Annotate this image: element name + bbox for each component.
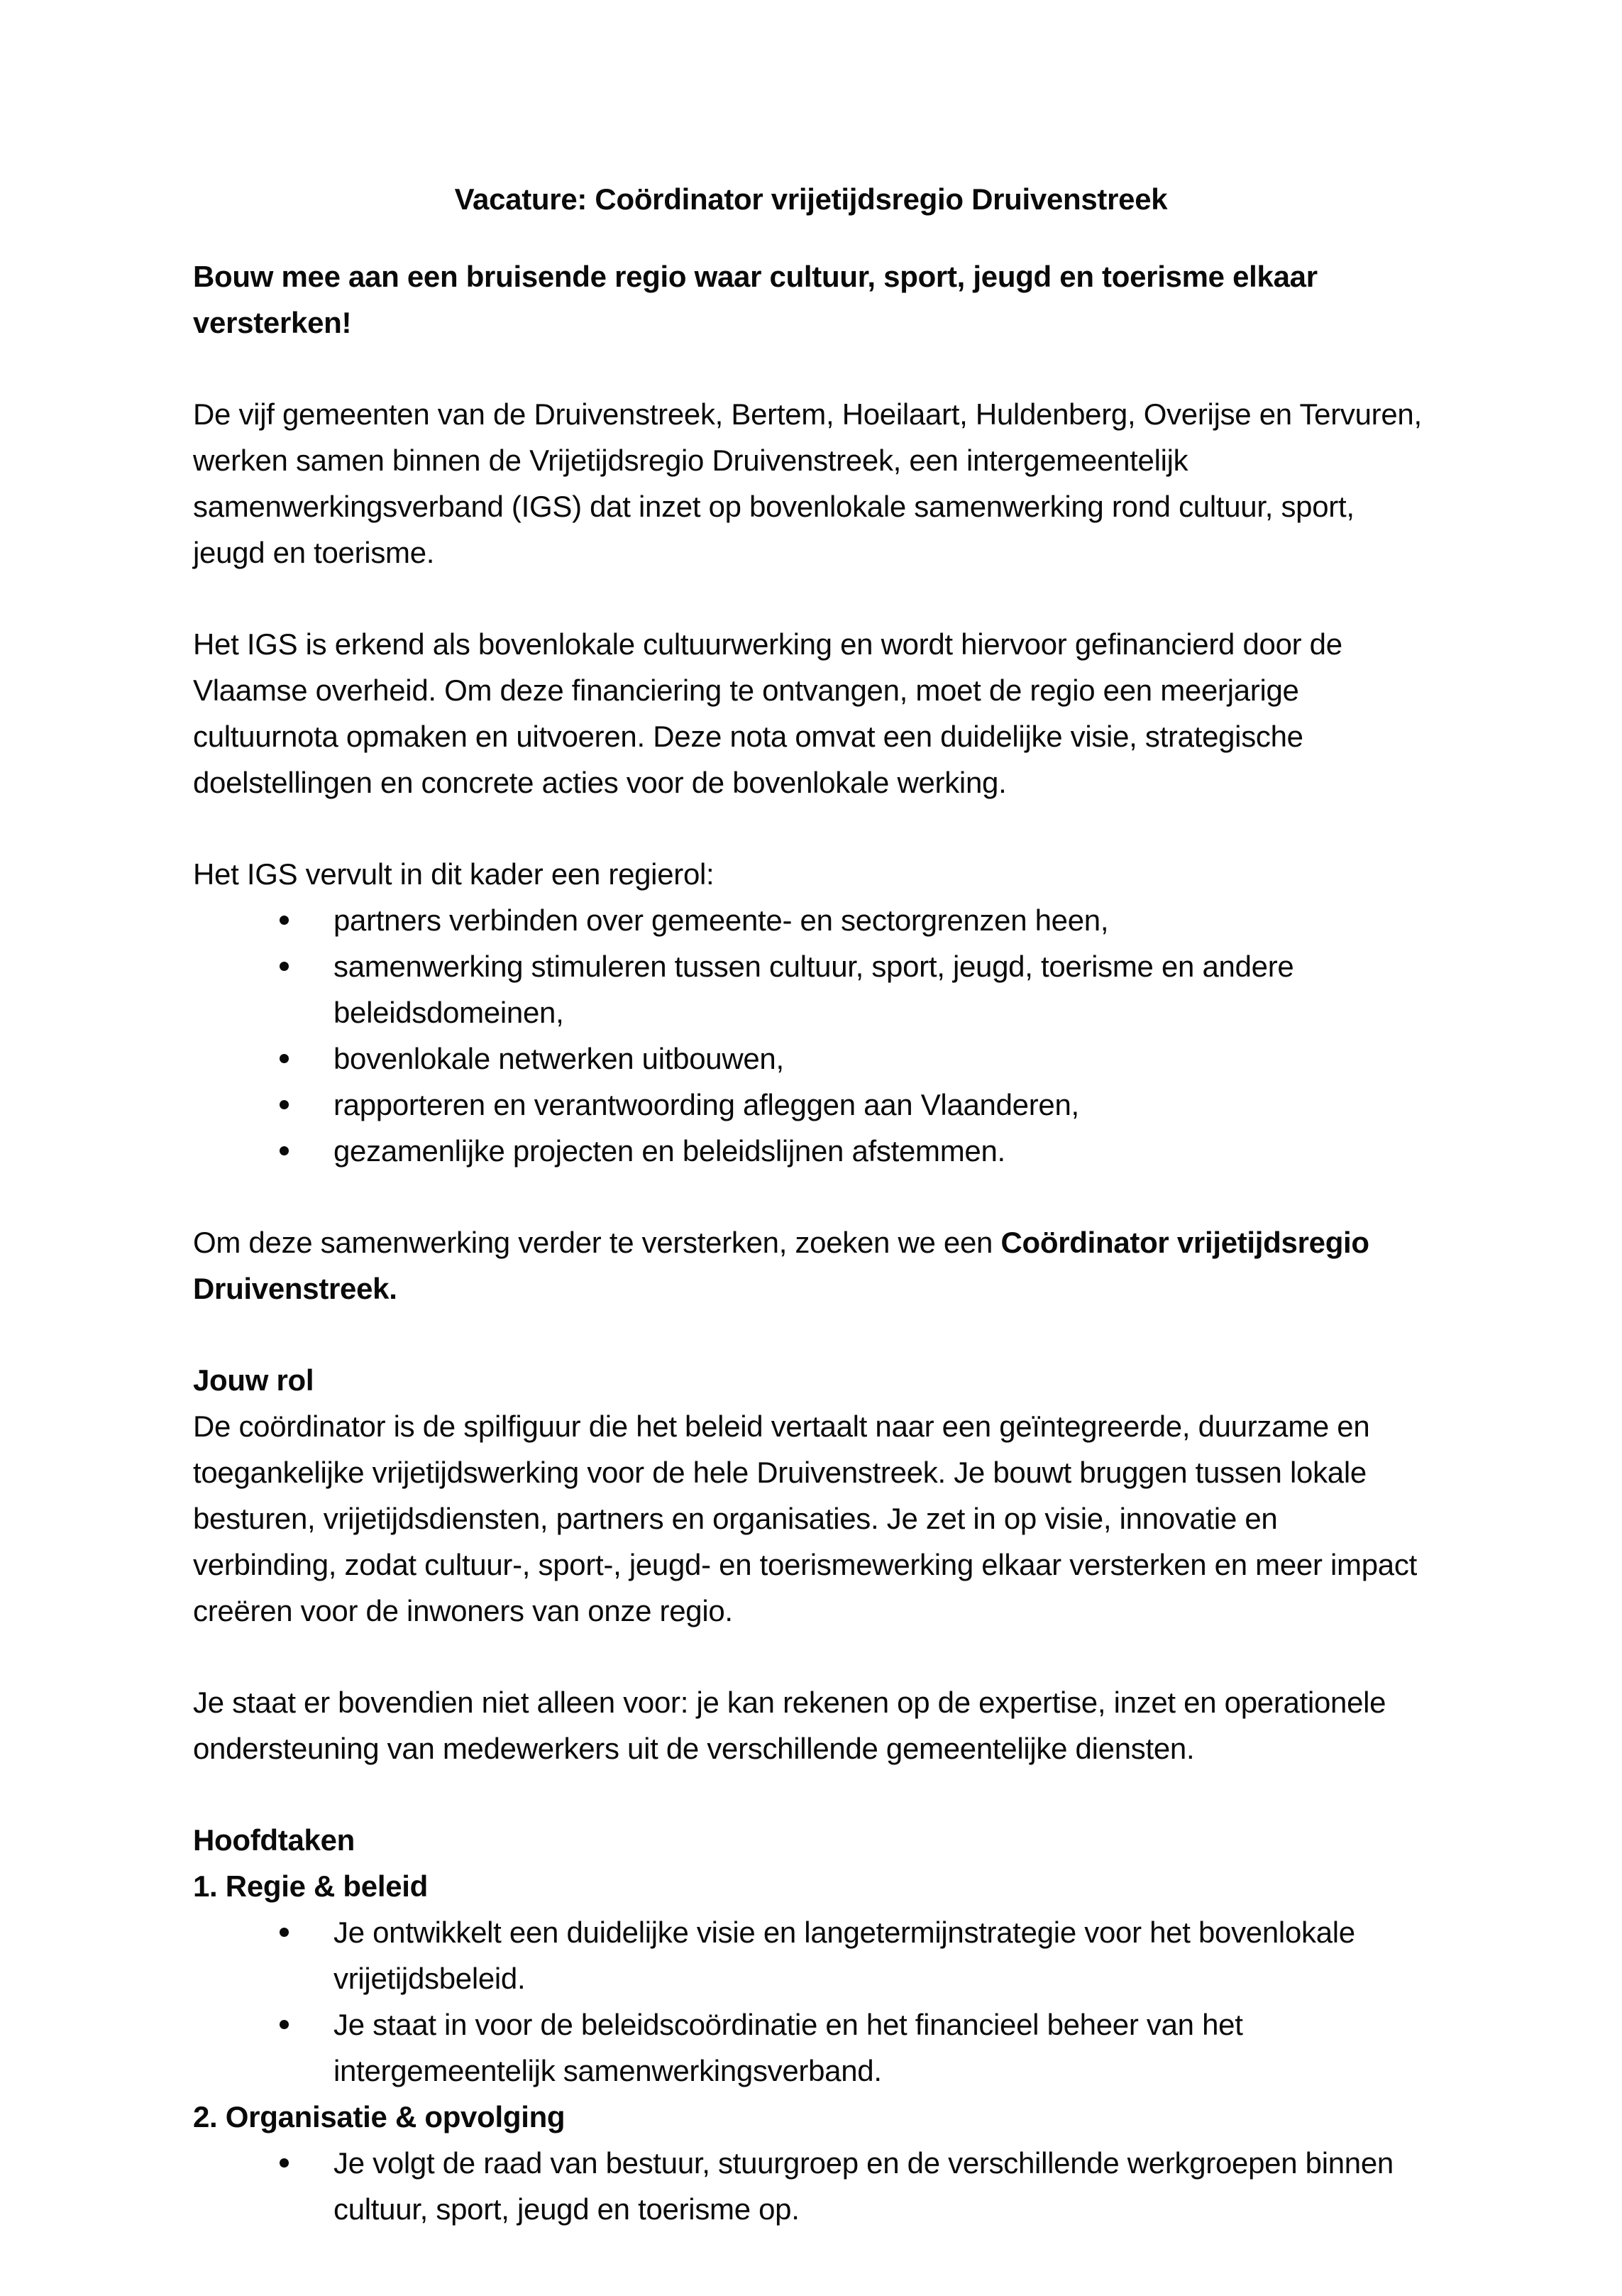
list-item	[193, 1036, 1429, 1082]
list-item	[193, 1082, 1429, 1128]
task-section-2-title: 2. Organisatie & opvolging	[193, 2100, 566, 2133]
bullet-icon	[280, 1146, 289, 1155]
list-item-text: Je staat in voor de beleidscoördinatie en het financieel beheer van het intergemeentelijk samenwerkingsverband.	[333, 2008, 1243, 2087]
jouw-rol-heading: Jouw rol	[193, 1363, 314, 1397]
list-item	[193, 897, 1429, 943]
regierol-intro: Het IGS vervult in dit kader een regierol:	[193, 857, 715, 891]
list-item-text: bovenlokale netwerken uitbouwen,	[333, 1042, 784, 1075]
list-item	[193, 2140, 1429, 2232]
task-section-1-title: 1. Regie & beleid	[193, 1869, 429, 1903]
jouw-rol-paragraph: De coördinator is de spilfiguur die het beleid vertaalt naar een geïntegreerde, duurzame en toegankelijke vrijetijdswerking voor de hele Druivenstreek. Je bouwt bruggen tussen lokale besturen, vrijetijdsdiensten, partners en organisaties. Je zet in op visie, innovatie en verbinding, zodat cultuur-, sport-, jeugd- en toerismewerking elkaar versterken en meer impact creëren voor de inwoners van onze regio.	[193, 1410, 1417, 1627]
list-item-text: Je ontwikkelt een duidelijke visie en langetermijnstrategie voor het bovenlokale vrijetijdsbeleid.	[333, 1916, 1355, 1995]
list-item	[193, 943, 1429, 1036]
list-item-text: partners verbinden over gemeente- en sectorgrenzen heen,	[333, 903, 1109, 937]
bullet-icon	[280, 1100, 289, 1109]
region-paragraph: De vijf gemeenten van de Druivenstreek, Bertem, Hoeilaart, Huldenberg, Overijse en Tervuren, werken samen binnen de Vrijetijdsregio Druivenstreek, een intergemeentelijk samenwerkingsverband (IGS) dat inzet op bovenlokale samenwerking rond cultuur, sport, jeugd en toerisme.	[193, 397, 1422, 569]
list-item-text: gezamenlijke projecten en beleidslijnen afstemmen.	[333, 1134, 1005, 1168]
bullet-icon	[280, 962, 289, 971]
list-item-text: Je volgt de raad van bestuur, stuurgroep en de verschillende werkgroepen binnen cultuur, sport, jeugd en toerisme op.	[333, 2146, 1394, 2226]
list-item-text: samenwerking stimuleren tussen cultuur, sport, jeugd, toerisme en andere beleidsdomeinen,	[333, 950, 1294, 1029]
task-list-2	[193, 2140, 1429, 2232]
igs-paragraph: Het IGS is erkend als bovenlokale cultuurwerking en wordt hiervoor gefinancierd door de Vlaamse overheid. Om deze financiering te ontvangen, moet de regio een meerjarige cultuurnota opmaken en uitvoeren. Deze nota omvat een duidelijke visie, strategische doelstellingen en concrete acties voor de bovenlokale werking.	[193, 627, 1342, 799]
list-item	[193, 2001, 1429, 2094]
bullet-icon	[280, 2158, 289, 2168]
vacancy-text-normal: Om deze samenwerking verder te versterken, zoeken we een	[193, 1226, 1001, 1259]
hoofdtaken-heading: Hoofdtaken	[193, 1823, 355, 1857]
intro-paragraph: Bouw mee aan een bruisende regio waar cultuur, sport, jeugd en toerisme elkaar versterken!	[193, 260, 1318, 339]
task-list-1	[193, 1909, 1429, 2094]
bullet-icon	[280, 1054, 289, 1063]
vacancy-text-bold: Coördinator vrijetijdsregio Druivenstreek.	[193, 1226, 1369, 1305]
list-item	[193, 1909, 1429, 2001]
document-title: Vacature: Coördinator vrijetijdsregio Druivenstreek	[454, 182, 1168, 216]
list-item-text: rapporteren en verantwoording afleggen aan Vlaanderen,	[333, 1088, 1079, 1121]
bullet-icon	[280, 916, 289, 925]
vacancy-paragraph	[193, 1219, 1429, 1312]
support-paragraph: Je staat er bovendien niet alleen voor: je kan rekenen op de expertise, inzet en operationele ondersteuning van medewerkers uit de verschillende gemeentelijke diensten.	[193, 1686, 1386, 1765]
bullet-icon	[280, 1928, 289, 1937]
bullet-icon	[280, 2020, 289, 2029]
regierol-list	[193, 897, 1429, 1174]
list-item	[193, 1128, 1429, 1174]
document-body	[193, 176, 1429, 2232]
